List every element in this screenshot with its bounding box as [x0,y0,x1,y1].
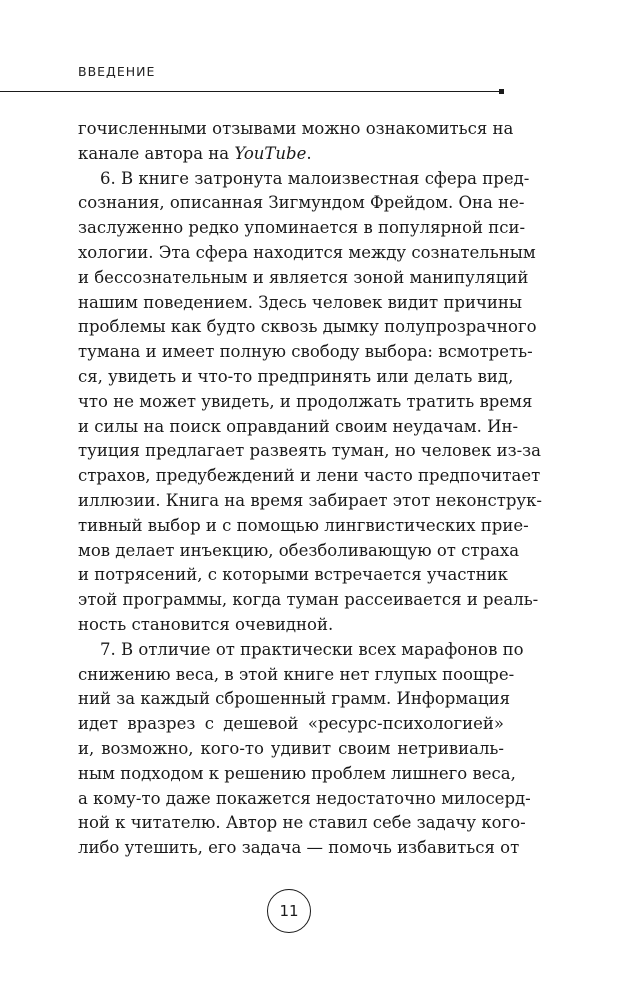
text-line: гочисленными отзывами можно ознакомиться на [78,119,514,138]
text-line: ний за каждый сброшенный грамм. Информация [78,689,511,709]
text-line: что не может увидеть, и продолжать тратить время [78,391,533,411]
text-line: нашим поведением. Здесь человек видит причины [78,292,523,312]
text-line: этой программы, когда туман рассеивается и реаль- [78,590,539,610]
text-line: ность становится очевидной. [78,614,334,634]
text-line: мов делает инъекцию, обезболивающую от страха [78,540,520,560]
text-line: ся, увидеть и что-то предпринять или делать вид, [78,366,514,386]
paragraph-6-start: 6. В книге затронута малоизвестная сфера пред- [100,168,530,188]
text-line: и силы на поиск оправданий своим неудачам. Ин- [78,416,519,436]
text-line: тивный выбор и с помощью лингвистических прие- [78,515,529,535]
text-line [78,142,504,167]
text-line: проблемы как будто сквозь дымку полупрозрачного [78,317,537,337]
text-line: иллюзии. Книга на время забирает этот неконструк- [78,490,542,510]
text-line: идет вразрез с дешевой «ресурс-психологией» [78,714,504,734]
body-text [78,117,542,861]
paragraph-7-start: 7. В отличие от практически всех марафонов по [100,639,524,659]
header-rule [0,91,502,92]
youtube-reference: YouTube [234,143,307,163]
page-number: 11 [267,889,311,933]
text-line: снижению веса, в этой книге нет глупых поощре- [78,664,515,684]
text-line: либо утешить, его задача — помочь избавиться от [78,838,520,858]
text-line: и потрясений, с которыми встречается участник [78,565,508,585]
text-line: тумана и имеет полную свободу выбора: всмотреть- [78,342,533,362]
text-line: сознания, описанная Зигмундом Фрейдом. Она не- [78,193,525,213]
header-rule-end-mark [499,89,504,94]
text-line: заслуженно редко упоминается в популярной пси- [78,218,526,238]
text-fragment: каналe автора на [78,143,235,163]
text-line: и, возможно, кого-то удивит своим нетривиаль- [78,738,504,758]
text-line: туиция предлагает развеять туман, но человек из-за [78,441,542,461]
text-line: ным подходом к решению проблем лишнего веса, [78,763,516,783]
running-head: ВВЕДЕНИЕ [78,64,156,79]
text-line: а кому-то даже покажется недостаточно милосерд- [78,788,531,808]
text-fragment: . [306,143,312,163]
text-line: хологии. Эта сфера находится между сознательным [78,242,536,262]
text-line: страхов, предубеждений и лени часто предпочитает [78,466,541,486]
text-line: ной к читателю. Автор не ставил себе задачу кого- [78,813,526,833]
text-line: и бессознательным и является зоной манипуляций [78,267,529,287]
